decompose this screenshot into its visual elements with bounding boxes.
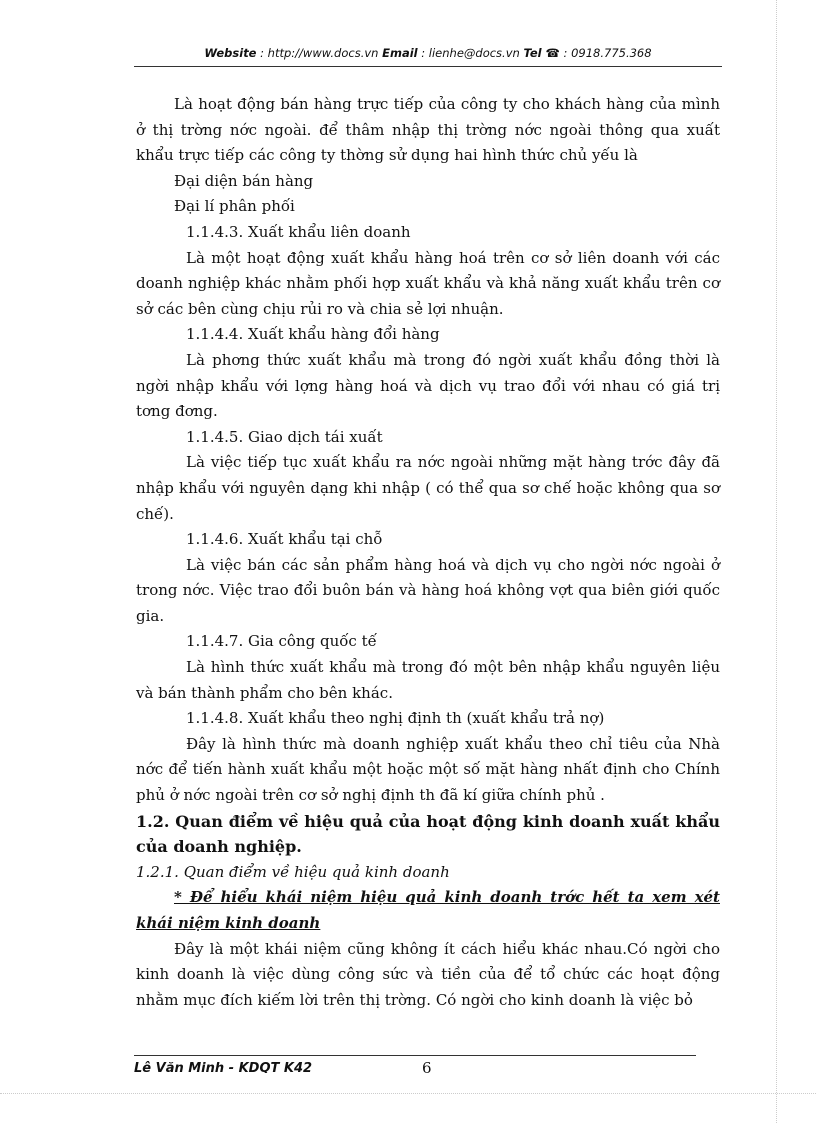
section-heading: 1.1.4.8. Xuất khẩu theo nghị định th (xuất khẩu trả nợ) (186, 709, 605, 728)
paragraph: Là hình thức xuất khẩu mà trong đó một bên nhập khẩu nguyên liệu và bán thành phẩm cho bên khác. (136, 658, 720, 702)
header-divider (134, 66, 722, 67)
emphasis-heading: * Để hiểu khái niệm hiệu quả kinh doanh trớc hết ta xem xét khái niệm kinh doanh (136, 888, 720, 932)
website-value: : http://www.docs.vn (256, 46, 383, 60)
email-label: Email (382, 46, 418, 60)
tel-label: Tel ☎ (523, 46, 560, 60)
paragraph: Đây là hình thức mà doanh nghiệp xuất khẩu theo chỉ tiêu của Nhà nớc để tiến hành xuất khẩu một hoặc một số mặt hàng nhất định cho Chính phủ ở nớc ngoài trên cơ sở nghị định th đã kí giữa chính phủ . (136, 734, 720, 805)
footer-author: Lê Văn Minh - KDQT K42 (134, 1061, 313, 1073)
section-heading: 1.1.4.6. Xuất khẩu tại chỗ (186, 530, 383, 549)
section-heading: 1.1.4.3. Xuất khẩu liên doanh (186, 222, 411, 241)
section-heading: 1.1.4.7. Gia công quốc tế (186, 632, 377, 651)
paragraph: Là phơng thức xuất khẩu mà trong đó ngời xuất khẩu đồng thời là ngời nhập khẩu với lợng hàng hoá và dịch vụ trao đổi với nhau có giá trị tơng đơng. (136, 350, 720, 421)
paragraph: Là một hoạt động xuất khẩu hàng hoá trên cơ sở liên doanh với các doanh nghiệp khác nhằm phối hợp xuất khẩu và khả năng xuất khẩu trên cơ sở các bên cùng chịu rủi ro và chia sẻ lợi nhuận. (136, 248, 720, 318)
page-edge-right (776, 0, 777, 1123)
paragraph: Đại lí phân phối (174, 197, 295, 216)
subsection-heading: 1.2.1. Quan điểm về hiệu quả kinh doanh (136, 862, 450, 881)
paragraph: Đại diện bán hàng (174, 171, 314, 190)
website-label: Website (204, 46, 257, 60)
page-header (134, 46, 722, 60)
footer-divider (134, 1055, 696, 1056)
email-value: : lienhe@docs.vn (417, 46, 524, 60)
page-edge-bottom (0, 1093, 816, 1094)
paragraph: Là việc bán các sản phẩm hàng hoá và dịch vụ cho ngời nớc ngoài ở trong nớc. Việc trao đổi buôn bán và hàng hoá không vợt qua biên giới quốc gia. (136, 555, 720, 625)
page-number: 6 (422, 1059, 432, 1077)
section-heading: 1.1.4.4. Xuất khẩu hàng đổi hàng (186, 325, 440, 344)
tel-value: : 0918.775.368 (559, 46, 652, 60)
chapter-heading: 1.2. Quan điểm về hiệu quả của hoạt động kinh doanh xuất khẩu của doanh nghiệp. (136, 811, 720, 857)
section-heading: 1.1.4.5. Giao dịch tái xuất (186, 427, 383, 446)
paragraph: Đây là một khái niệm cũng không ít cách hiểu khác nhau.Có ngời cho kinh doanh là việc dùng công sức và tiền của để tổ chức các hoạt động nhằm mục đích kiếm lời trên thị trờng. Có ngời cho kinh doanh là việc bỏ (136, 939, 720, 1009)
document-body (136, 92, 720, 1013)
paragraph: Là việc tiếp tục xuất khẩu ra nớc ngoài những mặt hàng trớc đây đã nhập khẩu với nguyên dạng khi nhập ( có thể qua sơ chế hoặc không qua sơ chế). (136, 453, 720, 523)
paragraph: Là hoạt động bán hàng trực tiếp của công ty cho khách hàng của mình ở thị trờng nớc ngoài. để thâm nhập thị trờng nớc ngoài thông qua xuất khẩu trực tiếp các công ty thờng sử dụng hai hình thức chủ yếu là (136, 95, 720, 165)
